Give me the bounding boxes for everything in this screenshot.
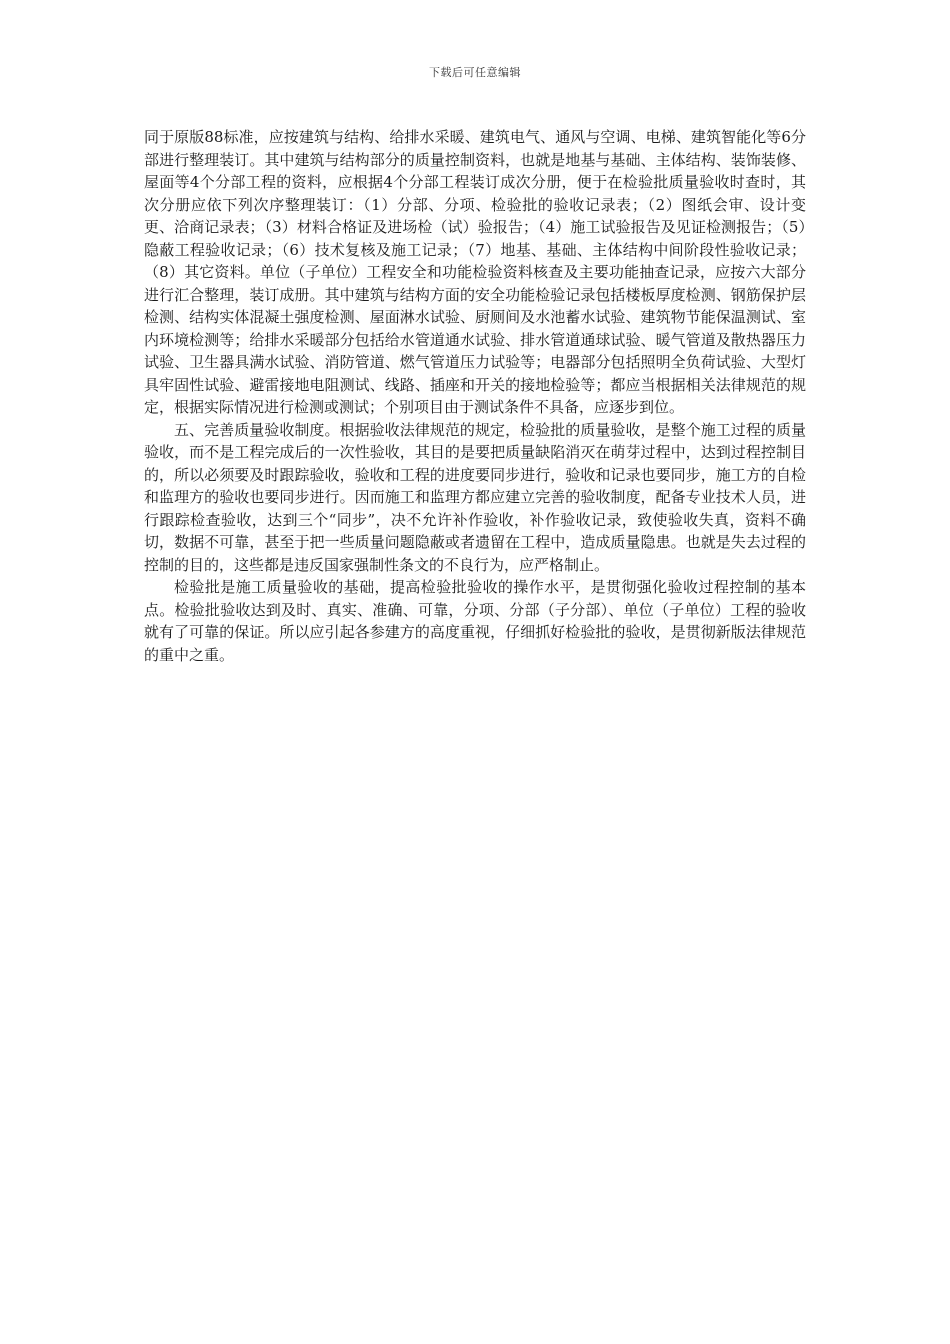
- paragraph-conclusion: 检验批是施工质量验收的基础，提高检验批验收的操作水平，是贯彻强化验收过程控制的基本点。检验批验收达到及时、真实、准确、可靠，分项、分部（子分部）、单位（子单位）工程的验收就有了可靠的保证。所以应引起各参建方的高度重视，仔细抓好检验批的验收，是贯彻新版法律规范的重中之重。: [144, 578, 806, 664]
- paragraph-continued: 同于原版88标准，应按建筑与结构、给排水采暖、建筑电气、通风与空调、电梯、建筑智能化等6分部进行整理装订。其中建筑与结构部分的质量控制资料，也就是地基与基础、主体结构、装饰装修、屋面等4个分部工程的资料，应根据4个分部工程装订成次分册，便于在检验批质量验收时查时，其次分册应依下列次序整理装订：（1）分部、分项、检验批的验收记录表；（2）图纸会审、设计变更、洽商记录表；（3）材料合格证及进场检（试）验报告；（4）施工试验报告及见证检测报告；（5）隐蔽工程验收记录；（6）技术复核及施工记录；（7）地基、基础、主体结构中间阶段性验收记录；（8）其它资料。单位（子单位）工程安全和功能检验资料核查及主要功能抽查记录，应按六大部分进行汇合整理，装订成册。其中建筑与结构方面的安全功能检验记录包括楼板厚度检测、钢筋保护层检测、结构实体混凝土强度检测、屋面淋水试验、厨厕间及水池蓄水试验、建筑物节能保温测试、室内环境检测等；给排水采暖部分包括给水管道通水试验、排水管道通球试验、暖气管道及散热器压力试验、卫生器具满水试验、消防管道、燃气管道压力试验等；电器部分包括照明全负荷试验、大型灯具牢固性试验、避雷接地电阻测试、线路、插座和开关的接地检验等；都应当根据相关法律规范的规定，根据实际情况进行检测或测试；个别项目由于测试条件不具备，应逐步到位。: [144, 128, 806, 416]
- paragraph-section-five: 五、完善质量验收制度。根据验收法律规范的规定，检验批的质量验收，是整个施工过程的质量验收，而不是工程完成后的一次性验收，其目的是要把质量缺陷消灭在萌芽过程中，达到过程控制目的，所以必须要及时跟踪验收，验收和工程的进度要同步进行，验收和记录也要同步，施工方的自检和监理方的验收也要同步进行。因而施工和监理方都应建立完善的验收制度，配备专业技术人员，进行跟踪检查验收，达到三个“同步”，决不允许补作验收，补作验收记录，致使验收失真，资料不确切，数据不可靠，甚至于把一些质量问题隐蔽或者遗留在工程中，造成质量隐患。也就是失去过程的控制的目的，这些都是违反国家强制性条文的不良行为，应严格制止。: [144, 420, 806, 574]
- document-body: [144, 126, 806, 666]
- page-header-note: 下载后可任意编辑: [429, 66, 521, 79]
